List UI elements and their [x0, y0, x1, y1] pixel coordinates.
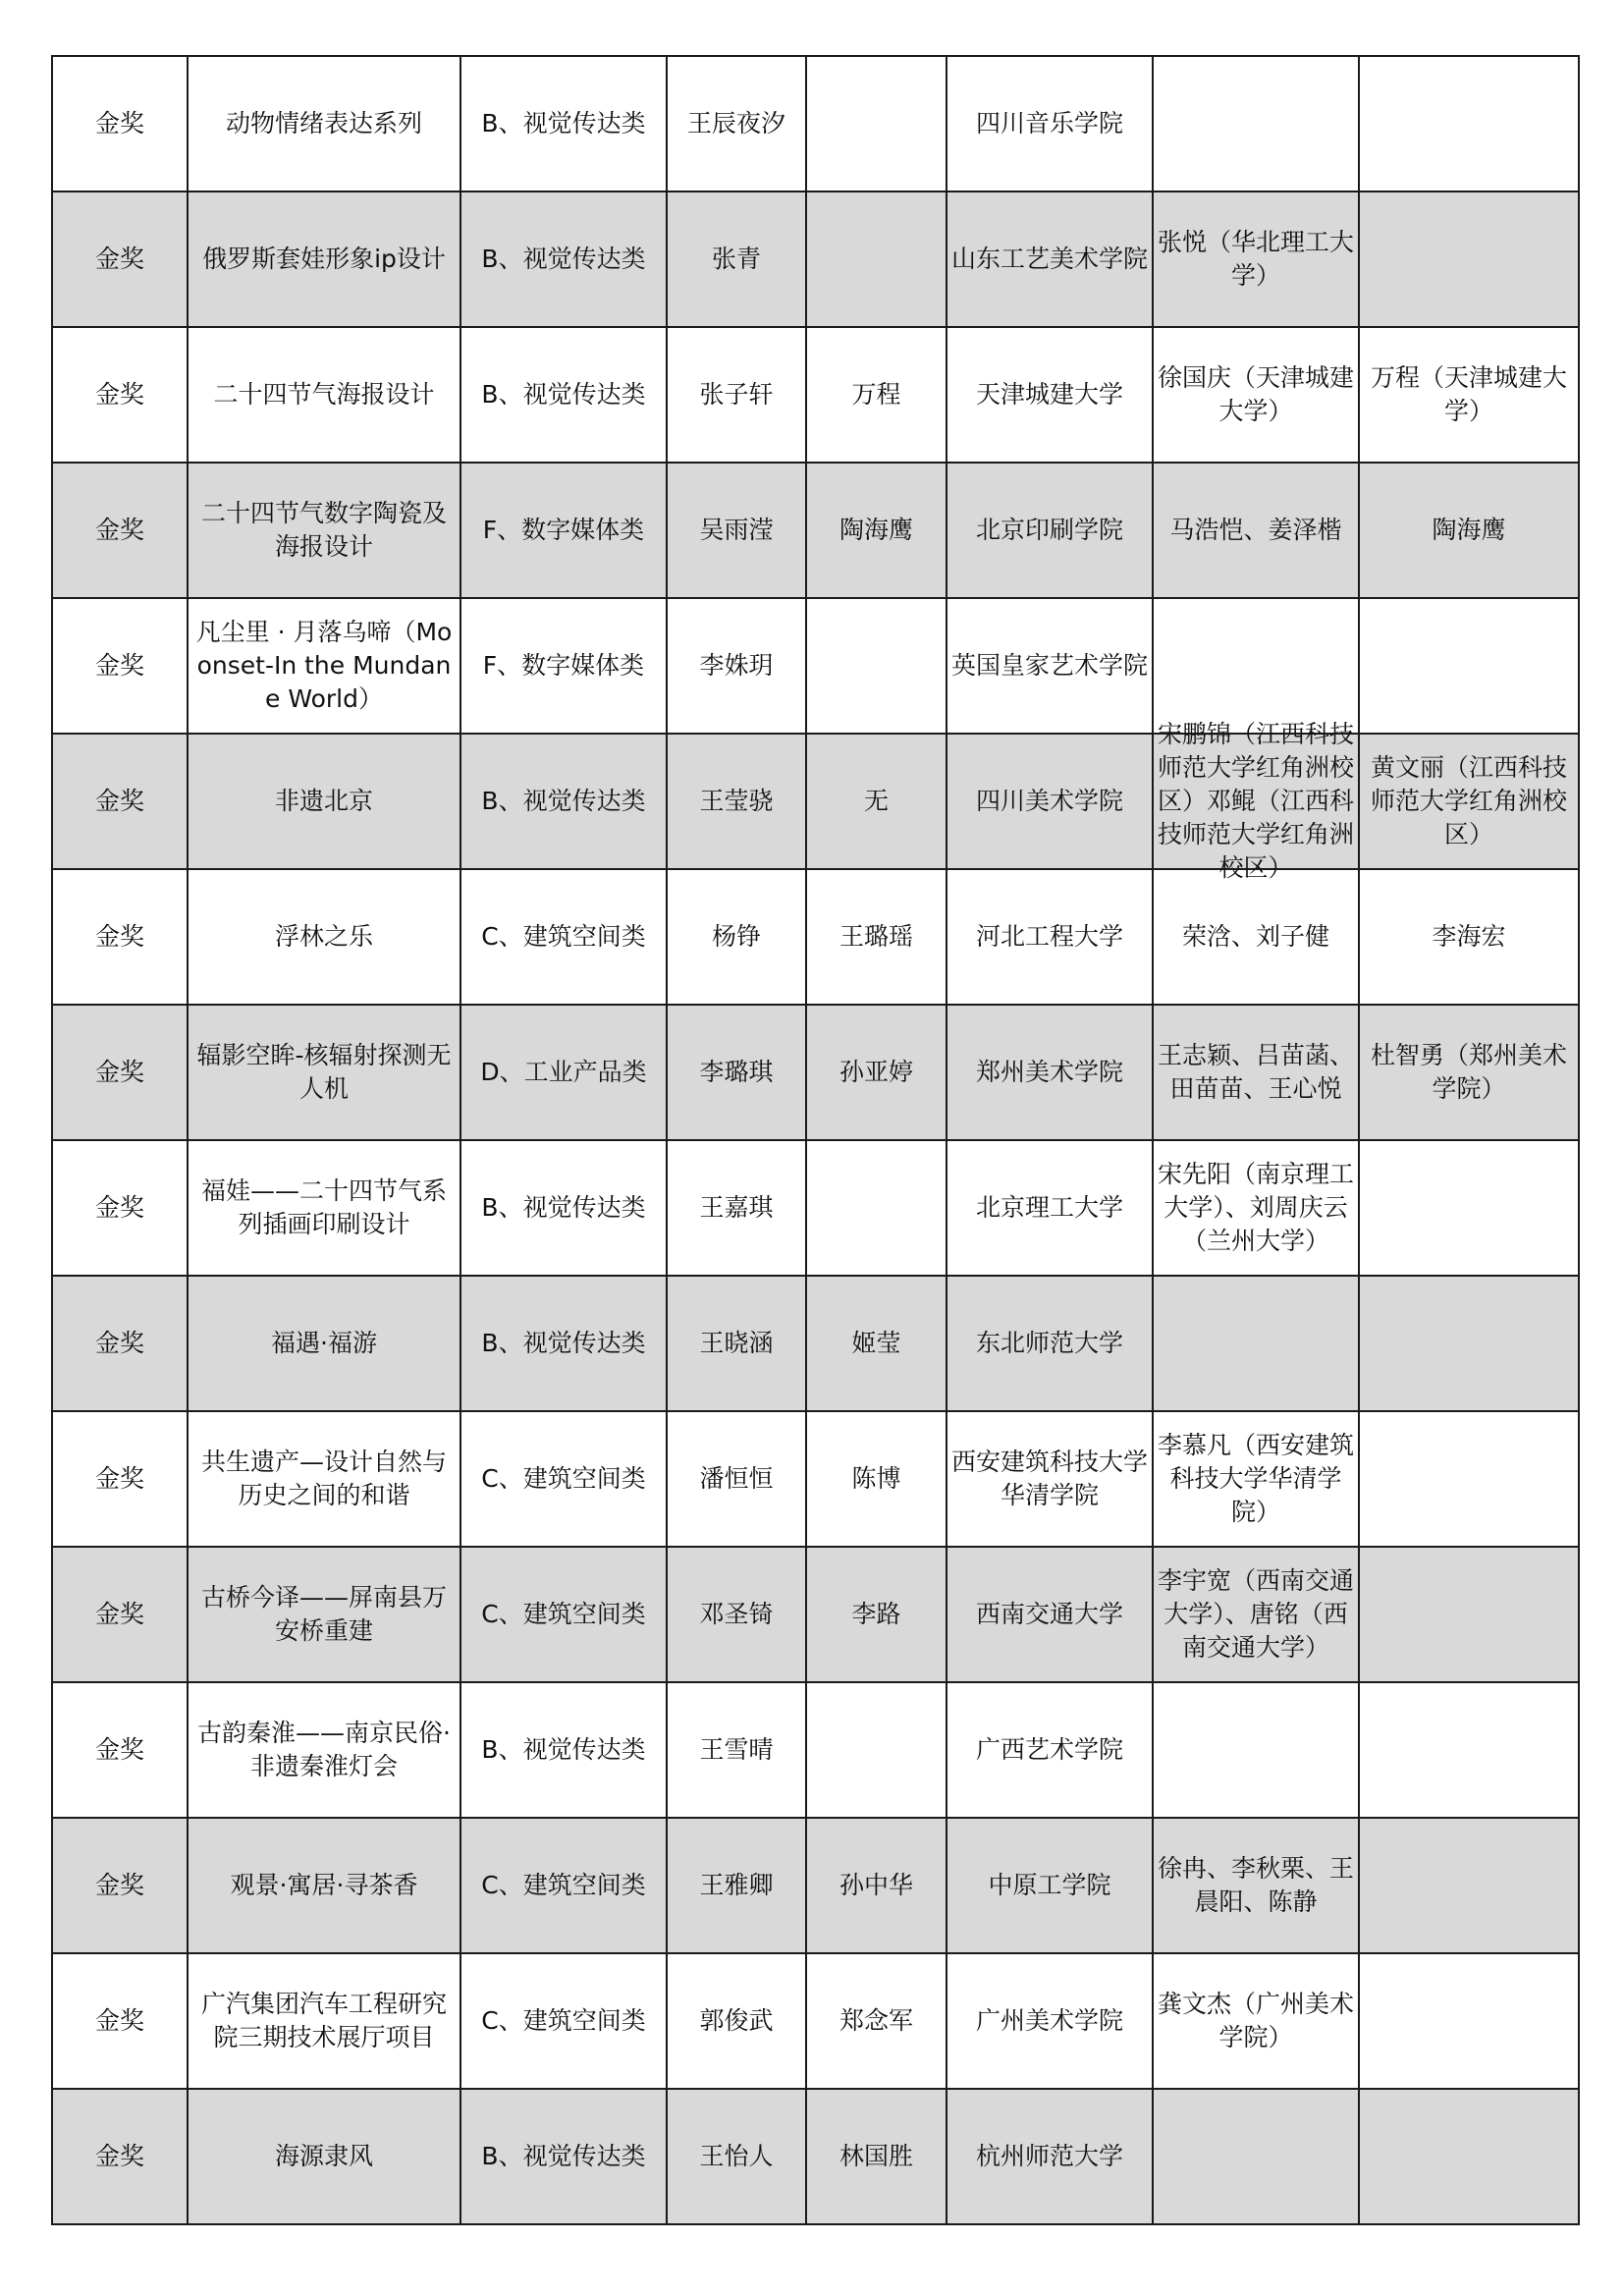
table-row — [52, 1140, 1579, 1276]
extra-advisor-cell-text — [1360, 1277, 1578, 1410]
category-cell: B、视觉传达类 — [460, 1140, 667, 1276]
category-cell: B、视觉传达类 — [460, 1682, 667, 1818]
title-cell: 辐影空眸-核辐射探测无人机 — [188, 1005, 460, 1140]
award-table-body — [52, 56, 1579, 2224]
author-cell: 张青 — [667, 191, 806, 327]
school-cell: 英国皇家艺术学院 — [947, 598, 1153, 734]
advisor-cell — [1153, 2089, 1359, 2224]
author-cell: 潘恒恒 — [667, 1411, 806, 1547]
extra-advisor-cell — [1359, 734, 1579, 869]
title-cell: 浮林之乐 — [188, 869, 460, 1005]
title-cell: 共生遗产—设计自然与历史之间的和谐 — [188, 1411, 460, 1547]
advisor-cell-text — [1154, 1683, 1358, 1817]
table-row — [52, 191, 1579, 327]
extra-advisor-cell-text: 陶海鹰 — [1432, 516, 1506, 544]
category-cell: D、工业产品类 — [460, 1005, 667, 1140]
extra-advisor-cell — [1359, 56, 1579, 191]
title-cell: 凡尘里 · 月落乌啼（Moonset-In the Mundane World） — [188, 598, 460, 734]
title-cell: 广汽集团汽车工程研究院三期技术展厅项目 — [188, 1953, 460, 2089]
co-author-cell — [806, 598, 947, 734]
school-cell: 郑州美术学院 — [947, 1005, 1153, 1140]
co-author-cell: 林国胜 — [806, 2089, 947, 2224]
extra-advisor-cell-text — [1360, 1141, 1578, 1275]
category-cell: B、视觉传达类 — [460, 327, 667, 463]
category-cell: B、视觉传达类 — [460, 191, 667, 327]
category-cell: F、数字媒体类 — [460, 463, 667, 598]
award-cell: 金奖 — [52, 734, 188, 869]
extra-advisor-cell — [1359, 1276, 1579, 1411]
extra-advisor-cell — [1359, 1005, 1579, 1140]
author-cell: 王雅卿 — [667, 1818, 806, 1953]
co-author-cell: 孙中华 — [806, 1818, 947, 1953]
title-cell: 福遇·福游 — [188, 1276, 460, 1411]
advisor-cell-text — [1154, 57, 1358, 191]
school-cell: 中原工学院 — [947, 1818, 1153, 1953]
co-author-cell — [806, 56, 947, 191]
extra-advisor-cell-text: 杜智勇（郑州美术学院） — [1370, 1041, 1567, 1103]
award-cell: 金奖 — [52, 327, 188, 463]
table-row — [52, 1953, 1579, 2089]
co-author-cell — [806, 191, 947, 327]
award-cell: 金奖 — [52, 869, 188, 1005]
advisor-cell-text: 王志颖、吕苗菡、田苗苗、王心悦 — [1158, 1041, 1355, 1103]
advisor-cell — [1153, 56, 1359, 191]
extra-advisor-cell — [1359, 191, 1579, 327]
advisor-cell — [1153, 1682, 1359, 1818]
advisor-cell-text — [1154, 1277, 1358, 1410]
school-cell: 河北工程大学 — [947, 869, 1153, 1005]
advisor-cell-text: 徐国庆（天津城建大学） — [1158, 363, 1355, 425]
category-cell: B、视觉传达类 — [460, 56, 667, 191]
school-cell: 广西艺术学院 — [947, 1682, 1153, 1818]
advisor-cell — [1153, 1411, 1359, 1547]
extra-advisor-cell — [1359, 2089, 1579, 2224]
author-cell: 李姝玥 — [667, 598, 806, 734]
advisor-cell — [1153, 327, 1359, 463]
category-cell: C、建筑空间类 — [460, 869, 667, 1005]
category-cell: C、建筑空间类 — [460, 1411, 667, 1547]
award-cell: 金奖 — [52, 1682, 188, 1818]
advisor-cell — [1153, 598, 1359, 734]
school-cell: 天津城建大学 — [947, 327, 1153, 463]
table-row — [52, 1818, 1579, 1953]
title-cell: 古桥今译——屏南县万安桥重建 — [188, 1547, 460, 1682]
advisor-cell-text: 徐冉、李秋栗、王晨阳、陈静 — [1158, 1854, 1355, 1916]
advisor-cell — [1153, 869, 1359, 1005]
author-cell: 邓圣锜 — [667, 1547, 806, 1682]
extra-advisor-cell-text — [1360, 57, 1578, 191]
extra-advisor-cell-text — [1360, 1548, 1578, 1681]
author-cell: 吴雨滢 — [667, 463, 806, 598]
advisor-cell — [1153, 463, 1359, 598]
title-cell: 二十四节气海报设计 — [188, 327, 460, 463]
advisor-cell — [1153, 1547, 1359, 1682]
school-cell: 杭州师范大学 — [947, 2089, 1153, 2224]
table-row — [52, 1276, 1579, 1411]
award-cell: 金奖 — [52, 1953, 188, 2089]
school-cell: 广州美术学院 — [947, 1953, 1153, 2089]
extra-advisor-cell-text: 黄文丽（江西科技师范大学红角洲校区） — [1370, 753, 1567, 848]
category-cell: C、建筑空间类 — [460, 1818, 667, 1953]
table-row — [52, 869, 1579, 1005]
author-cell: 李璐琪 — [667, 1005, 806, 1140]
table-row — [52, 56, 1579, 191]
extra-advisor-cell — [1359, 1682, 1579, 1818]
school-cell: 山东工艺美术学院 — [947, 191, 1153, 327]
advisor-cell-text — [1154, 2090, 1358, 2223]
advisor-cell-text: 龚文杰（广州美术学院） — [1158, 1990, 1355, 2051]
author-cell: 王雪晴 — [667, 1682, 806, 1818]
co-author-cell: 姬莹 — [806, 1276, 947, 1411]
school-cell: 西南交通大学 — [947, 1547, 1153, 1682]
author-cell: 张子轩 — [667, 327, 806, 463]
author-cell: 杨铮 — [667, 869, 806, 1005]
advisor-cell — [1153, 1140, 1359, 1276]
extra-advisor-cell — [1359, 1411, 1579, 1547]
award-cell: 金奖 — [52, 1140, 188, 1276]
school-cell: 西安建筑科技大学华清学院 — [947, 1411, 1153, 1547]
school-cell: 北京理工大学 — [947, 1140, 1153, 1276]
extra-advisor-cell — [1359, 1547, 1579, 1682]
advisor-cell — [1153, 1005, 1359, 1140]
advisor-cell-text: 宋先阳（南京理工大学）、刘周庆云（兰州大学） — [1158, 1160, 1355, 1255]
extra-advisor-cell — [1359, 869, 1579, 1005]
extra-advisor-cell-text: 李海宏 — [1432, 922, 1506, 951]
extra-advisor-cell — [1359, 327, 1579, 463]
extra-advisor-cell-text — [1360, 1412, 1578, 1546]
table-row — [52, 598, 1579, 734]
category-cell: C、建筑空间类 — [460, 1547, 667, 1682]
co-author-cell: 无 — [806, 734, 947, 869]
author-cell: 王晓涵 — [667, 1276, 806, 1411]
award-cell: 金奖 — [52, 598, 188, 734]
co-author-cell — [806, 1682, 947, 1818]
extra-advisor-cell — [1359, 463, 1579, 598]
extra-advisor-cell-text — [1360, 2090, 1578, 2223]
extra-advisor-cell — [1359, 1953, 1579, 2089]
advisor-cell — [1153, 1953, 1359, 2089]
co-author-cell: 万程 — [806, 327, 947, 463]
title-cell: 海源隶风 — [188, 2089, 460, 2224]
award-cell: 金奖 — [52, 191, 188, 327]
school-cell: 东北师范大学 — [947, 1276, 1153, 1411]
author-cell: 王辰夜汐 — [667, 56, 806, 191]
author-cell: 王怡人 — [667, 2089, 806, 2224]
category-cell: B、视觉传达类 — [460, 1276, 667, 1411]
extra-advisor-cell — [1359, 598, 1579, 734]
school-cell: 四川美术学院 — [947, 734, 1153, 869]
award-cell: 金奖 — [52, 1818, 188, 1953]
table-row — [52, 1682, 1579, 1818]
award-table — [51, 55, 1580, 2225]
co-author-cell — [806, 1140, 947, 1276]
advisor-cell-text: 李慕凡（西安建筑科技大学华清学院） — [1158, 1431, 1355, 1526]
advisor-cell — [1153, 720, 1359, 882]
title-cell: 古韵秦淮——南京民俗·非遗秦淮灯会 — [188, 1682, 460, 1818]
title-cell: 非遗北京 — [188, 734, 460, 869]
table-row — [52, 327, 1579, 463]
award-cell: 金奖 — [52, 1547, 188, 1682]
school-cell: 四川音乐学院 — [947, 56, 1153, 191]
co-author-cell: 陈博 — [806, 1411, 947, 1547]
school-cell: 北京印刷学院 — [947, 463, 1153, 598]
author-cell: 王莹骁 — [667, 734, 806, 869]
extra-advisor-cell-text — [1360, 599, 1578, 733]
category-cell: F、数字媒体类 — [460, 598, 667, 734]
title-cell: 动物情绪表达系列 — [188, 56, 460, 191]
co-author-cell: 王璐瑶 — [806, 869, 947, 1005]
author-cell: 王嘉琪 — [667, 1140, 806, 1276]
extra-advisor-cell-text — [1360, 1819, 1578, 1952]
title-cell: 二十四节气数字陶瓷及海报设计 — [188, 463, 460, 598]
category-cell: C、建筑空间类 — [460, 1953, 667, 2089]
advisor-cell — [1153, 1276, 1359, 1411]
award-cell: 金奖 — [52, 2089, 188, 2224]
award-cell: 金奖 — [52, 1276, 188, 1411]
advisor-cell-text — [1154, 599, 1358, 733]
extra-advisor-cell-text: 万程（天津城建大学） — [1370, 363, 1567, 425]
author-cell: 郭俊武 — [667, 1953, 806, 2089]
advisor-cell-text: 马浩恺、姜泽楷 — [1169, 516, 1342, 544]
award-cell: 金奖 — [52, 1411, 188, 1547]
title-cell: 观景·寓居·寻茶香 — [188, 1818, 460, 1953]
category-cell: B、视觉传达类 — [460, 2089, 667, 2224]
advisor-cell-text: 荣浛、刘子健 — [1181, 922, 1329, 951]
table-row — [52, 1547, 1579, 1682]
table-row — [52, 463, 1579, 598]
extra-advisor-cell-text — [1360, 1683, 1578, 1817]
award-cell: 金奖 — [52, 1005, 188, 1140]
co-author-cell: 郑念军 — [806, 1953, 947, 2089]
table-row — [52, 734, 1579, 869]
category-cell: B、视觉传达类 — [460, 734, 667, 869]
advisor-cell — [1153, 1818, 1359, 1953]
title-cell: 福娃——二十四节气系列插画印刷设计 — [188, 1140, 460, 1276]
table-row — [52, 1005, 1579, 1140]
advisor-cell-text: 李宇宽（西南交通大学）、唐铭（西南交通大学） — [1158, 1566, 1355, 1662]
table-row — [52, 1411, 1579, 1547]
advisor-cell-text: 宋鹏锦（江西科技师范大学红角洲校区）邓鲲（江西科技师范大学红角洲校区） — [1158, 720, 1355, 882]
advisor-cell-text: 张悦（华北理工大学） — [1158, 228, 1355, 290]
title-cell: 俄罗斯套娃形象ip设计 — [188, 191, 460, 327]
extra-advisor-cell — [1359, 1818, 1579, 1953]
award-cell: 金奖 — [52, 463, 188, 598]
extra-advisor-cell-text — [1360, 192, 1578, 326]
advisor-cell — [1153, 191, 1359, 327]
extra-advisor-cell — [1359, 1140, 1579, 1276]
co-author-cell: 李路 — [806, 1547, 947, 1682]
co-author-cell: 孙亚婷 — [806, 1005, 947, 1140]
award-cell: 金奖 — [52, 56, 188, 191]
table-row — [52, 2089, 1579, 2224]
co-author-cell: 陶海鹰 — [806, 463, 947, 598]
extra-advisor-cell-text — [1360, 1954, 1578, 2088]
